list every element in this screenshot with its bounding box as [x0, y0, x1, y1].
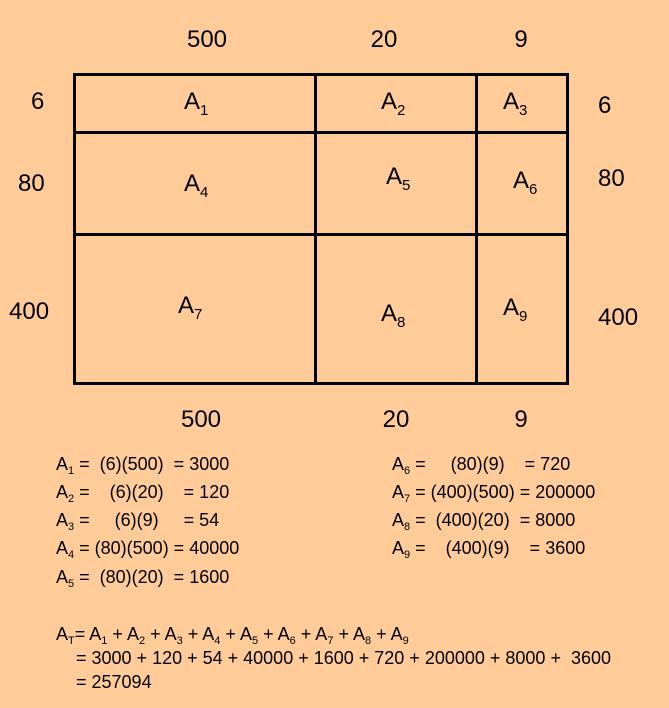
- top-dim-20: 20: [370, 26, 398, 53]
- cell-a5: $A_5$: [386, 163, 411, 194]
- equation-a8: $A_8 = (400)(20) = 8000$: [392, 510, 576, 533]
- top-dim-9: 9: [514, 26, 528, 53]
- cell-a4: $A_4$: [184, 170, 209, 201]
- right-dim-80: 80: [598, 165, 625, 192]
- cell-a8: $A_8$: [381, 300, 406, 331]
- equation-a6: $A_6$ = (80)(9) = 720: [392, 454, 571, 477]
- cell-a6: $A_6$: [513, 167, 538, 198]
- bottom-dim-9: 9: [514, 406, 528, 433]
- cell-a1: $A_1$: [184, 88, 209, 119]
- top-dim-500: 500: [186, 26, 228, 53]
- equation-a3: $A_3$ = (6)(9) = 54: [56, 510, 220, 533]
- bottom-dim-500: 500: [180, 406, 222, 433]
- cell-a3: $A_3$: [503, 88, 528, 119]
- equation-a7: $A_7 = (400)(500) = 200000$: [392, 482, 596, 505]
- grid-col-divider-2: [475, 73, 478, 385]
- total-equation-line-1: $A_T= A_1 + A_2 + A_3 + A_4 + A_5 + A_6 + A_7 + A_8 + A_9$: [56, 624, 409, 647]
- grid-row-divider-2: [73, 233, 569, 236]
- grid-col-divider-1: [314, 73, 317, 385]
- cell-a2: $A_2$: [381, 88, 406, 119]
- total-equation-line-2: = 3000 + 120 + 54 + 40000 + 1600 + 720 + 200000 + 8000 + 3600: [66, 648, 612, 668]
- bottom-dim-20: 20: [382, 406, 410, 433]
- equation-a1: $A_1 = (6)(500) = 3000$: [56, 454, 230, 477]
- right-dim-6: 6: [598, 92, 612, 119]
- equation-a2: $A_2$ = (6)(20) = 120: [56, 482, 230, 505]
- cell-a7: $A_7$: [178, 292, 203, 323]
- left-dim-400: 400: [9, 298, 50, 325]
- grid-border-bottom: [73, 382, 569, 385]
- equation-a9: $A_9$ = (400)(9) = 3600: [392, 538, 586, 561]
- grid-border-left: [73, 73, 76, 385]
- right-dim-400: 400: [598, 304, 639, 331]
- left-dim-6: 6: [31, 88, 45, 115]
- total-equation-result: = 257094: [66, 672, 152, 692]
- cell-a9: $A_9$: [503, 294, 528, 325]
- left-dim-80: 80: [18, 170, 45, 197]
- grid-border-top: [73, 73, 569, 76]
- grid-row-divider-1: [73, 131, 569, 134]
- equation-a5: $A_5 = (80)(20) = 1600$: [56, 567, 230, 590]
- grid-border-right: [566, 73, 569, 385]
- equation-a4: $A_4 = (80)(500) = 40000$: [56, 538, 240, 561]
